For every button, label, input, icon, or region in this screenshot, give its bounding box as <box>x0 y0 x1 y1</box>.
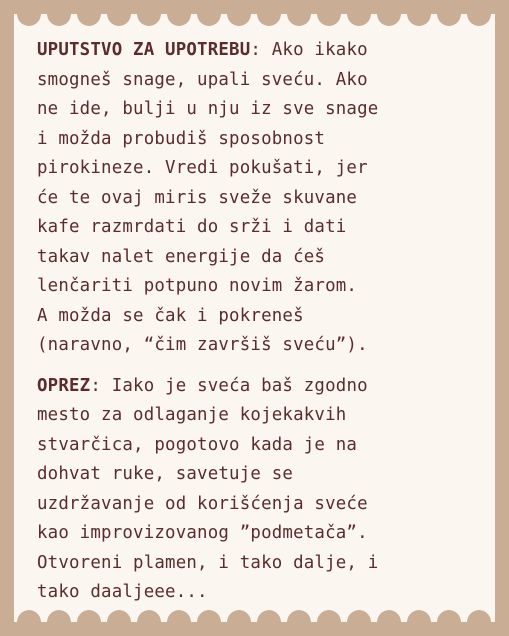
instructions-heading: UPUTSTVO ZA UPOTREBU <box>37 40 251 60</box>
label-text-block <box>37 36 477 619</box>
instructions-paragraph <box>37 36 477 361</box>
warning-heading: OPREZ <box>37 375 91 396</box>
warning-text: Iako je sveća baš zgodno mesto za odlaganje kojekakvih stvarčica, pogotovo kada je na dohvat ruke, savetuje se uzdržavanje od korišćenja sveće kao improvizovanog ”podmetača”. Otvoreni plamen, i tako dalje, i tako daaljeee... <box>37 375 379 602</box>
warning-paragraph <box>37 372 477 608</box>
warning-separator: : <box>90 375 112 396</box>
instructions-text: Ako ikako smogneš snage, upali sveću. Ako ne ide, bulji u nju iz sve snage i možda probudiš sposobnost pirokineze. Vredi pokušati, jer će te ovaj miris sveže skuvane kafe razmrdati do srži i dati takav nalet energije da ćeš lenčariti potpuno novim žarom. A možda se čak i pokreneš (naravno, “čim završiš sveću”). <box>37 40 379 355</box>
instructions-separator: : <box>250 40 272 60</box>
